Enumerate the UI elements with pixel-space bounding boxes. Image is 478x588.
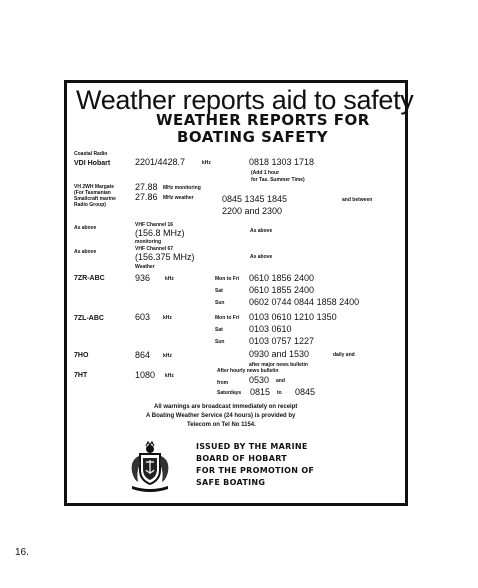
day-7zl-sun: Sun xyxy=(215,339,225,345)
footer-line-3: Telecom on Tel No 1154. xyxy=(187,422,256,428)
times-7zl-monfri: 0103 0610 1210 1350 xyxy=(249,312,337,322)
channel-67-note: Weather xyxy=(135,264,155,270)
day-7zr-sat: Sat xyxy=(215,288,223,294)
footer-line-1: All warnings are broadcast immediately on receipt xyxy=(154,404,298,410)
day-7zl-sat: Sat xyxy=(215,327,223,333)
subtitle-line-1: WEATHER REPORTS FOR xyxy=(156,111,370,129)
unit-weather: MHz weather xyxy=(163,195,194,201)
times-2-vh2wh: 2200 and 2300 xyxy=(222,206,283,216)
station-as-above-1: As above xyxy=(74,225,97,231)
issued-line-4: SAFE BOATING xyxy=(196,478,266,487)
footer-line-2: A Boating Weather Service (24 hours) is provided by xyxy=(146,413,296,419)
unit-7ht: kHz xyxy=(165,373,174,379)
freq-monitoring: 27.88 xyxy=(135,182,158,192)
issued-line-3: FOR THE PROMOTION OF xyxy=(196,466,315,475)
from-end-7ht: and xyxy=(276,378,285,384)
marine-board-crest-icon xyxy=(126,440,174,492)
times-note-vh2wh: and between xyxy=(342,197,373,203)
sat-to-7ht: to xyxy=(277,390,282,396)
station-7ht: 7HT xyxy=(74,372,88,379)
channel-67-freq: (156.375 MHz) xyxy=(135,252,195,262)
station-as-above-2: As above xyxy=(74,249,97,255)
station-vdi-hobart: VDI Hobart xyxy=(74,160,111,167)
freq-vdi-hobart: 2201/4428.7 xyxy=(135,157,186,167)
times-note-7ho: daily and xyxy=(333,352,355,358)
day-7zl-monfri: Mon to Fri xyxy=(215,315,240,321)
times-as-above-1: As above xyxy=(250,228,273,234)
freq-7zr-abc: 936 xyxy=(135,273,151,283)
freq-7ho: 864 xyxy=(135,350,151,360)
times-7zl-sun: 0103 0757 1227 xyxy=(249,336,315,346)
times-7zr-sun: 0602 0744 0844 1858 2400 xyxy=(249,297,360,307)
subtitle-line-2: BOATING SAFETY xyxy=(177,128,329,146)
times-7zr-monfri: 0610 1856 2400 xyxy=(249,273,315,283)
times-vdi-hobart: 0818 1303 1718 xyxy=(249,157,315,167)
note-7ho: after major news bulletin xyxy=(249,362,308,368)
channel-67: VHF Channel 67 xyxy=(135,246,174,252)
times-vh2wh: 0845 1345 1845 xyxy=(222,194,288,204)
unit-vdi-hobart: kHz xyxy=(202,160,211,166)
from-time-7ht: 0530 xyxy=(249,375,270,385)
unit-7zr-abc: kHz xyxy=(165,276,174,282)
issued-line-2: BOARD OF HOBART xyxy=(196,454,288,463)
sat-end-7ht: 0845 xyxy=(295,387,316,397)
sat-from-7ht: 0815 xyxy=(250,387,271,397)
from-label-7ht: from xyxy=(217,380,229,386)
freq-7zl-abc: 603 xyxy=(135,312,151,322)
station-7ho: 7HO xyxy=(74,352,89,359)
freq-7ht: 1080 xyxy=(135,370,156,380)
day-7zr-sun: Sun xyxy=(215,300,225,306)
station-7zl-abc: 7ZL-ABC xyxy=(74,315,104,322)
times-7zl-sat: 0103 0610 xyxy=(249,324,292,334)
day-7zr-monfri: Mon to Fri xyxy=(215,276,240,282)
station-vh2wh-margate: VH 2WH Margate (For Tasmanian Smallcraft marine Radio Group) xyxy=(74,184,116,208)
note-7ht: After hourly news bulletin xyxy=(217,368,279,374)
channel-16: VHF Channel 16 xyxy=(135,222,174,228)
page-number: 16. xyxy=(15,547,29,558)
unit-7ho: kHz xyxy=(163,353,172,359)
times-as-above-2: As above xyxy=(250,254,273,260)
times-7zr-sat: 0610 1855 2400 xyxy=(249,285,315,295)
unit-7zl-abc: kHz xyxy=(163,315,172,321)
times-7ho: 0930 and 1530 xyxy=(249,349,310,359)
freq-weather: 27.86 xyxy=(135,192,158,202)
headline: Weather reports aid to safety xyxy=(76,85,414,115)
channel-16-note: monitoring xyxy=(135,239,162,245)
section-label: Coastal Radio xyxy=(74,151,108,157)
note-vdi-hobart: (Add 1 hour for Tas. Summer Time) xyxy=(251,170,305,183)
channel-16-freq: (156.8 MHz) xyxy=(135,228,185,238)
station-7zr-abc: 7ZR-ABC xyxy=(74,275,105,282)
unit-monitoring: MHz monitoring xyxy=(163,185,201,191)
sat-label-7ht: Saturdays xyxy=(217,390,242,396)
issued-line-1: ISSUED BY THE MARINE xyxy=(196,442,308,451)
